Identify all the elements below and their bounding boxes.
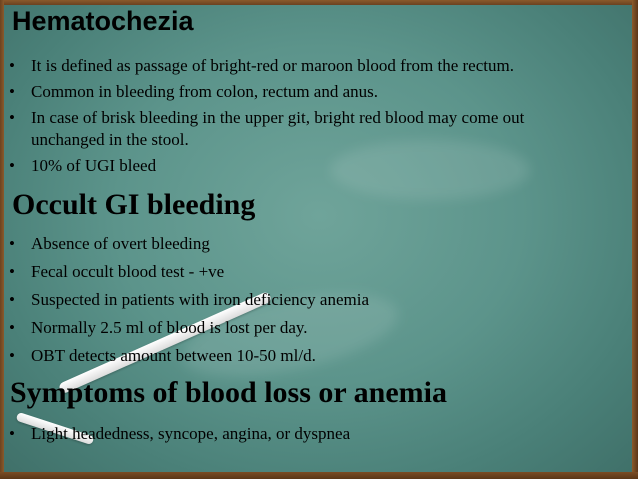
list-item-text: Absence of overt bleeding [31, 234, 210, 253]
list-item [0, 423, 601, 445]
section-title: Symptoms of blood loss or anemia [10, 376, 447, 409]
frame-top [0, 0, 638, 5]
frame-bottom [0, 472, 638, 479]
list-item-text: Fecal occult blood test - +ve [31, 262, 225, 281]
bullet-list [0, 55, 601, 181]
bullet-icon: • [9, 318, 15, 337]
list-item-text: OBT detects amount between 10-50 ml/d. [31, 346, 316, 365]
list-item [0, 345, 601, 367]
list-item [0, 233, 601, 255]
list-item [0, 55, 601, 77]
bullet-icon: • [9, 82, 15, 101]
list-item-text: In case of brisk bleeding in the upper git, bright red blood may come out unchanged in the stool. [31, 108, 525, 149]
list-item [0, 155, 601, 177]
bullet-icon: • [9, 56, 15, 75]
frame-right [632, 0, 638, 479]
list-item-text: Light headedness, syncope, angina, or dyspnea [31, 424, 351, 443]
section-title: Hematochezia [12, 6, 194, 36]
list-item [0, 261, 601, 283]
list-item-text: Normally 2.5 ml of blood is lost per day. [31, 318, 308, 337]
bullet-icon: • [9, 108, 15, 127]
bullet-icon: • [9, 234, 15, 253]
list-item [0, 107, 601, 151]
list-item-text: It is defined as passage of bright-red or maroon blood from the rectum. [31, 56, 514, 75]
list-item-text: 10% of UGI bleed [31, 156, 157, 175]
bullet-icon: • [9, 156, 15, 175]
bullet-list [0, 423, 601, 445]
bullet-icon: • [9, 290, 15, 309]
bullet-list [0, 233, 601, 373]
list-item [0, 317, 601, 339]
bullet-icon: • [9, 262, 15, 281]
bullet-icon: • [9, 424, 15, 443]
bullet-icon: • [9, 346, 15, 365]
section-title: Occult GI bleeding [12, 188, 256, 221]
list-item-text: Suspected in patients with iron deficiency anemia [31, 290, 370, 309]
list-item-text: Common in bleeding from colon, rectum and anus. [31, 82, 379, 101]
list-item [0, 289, 601, 311]
list-item [0, 81, 601, 103]
